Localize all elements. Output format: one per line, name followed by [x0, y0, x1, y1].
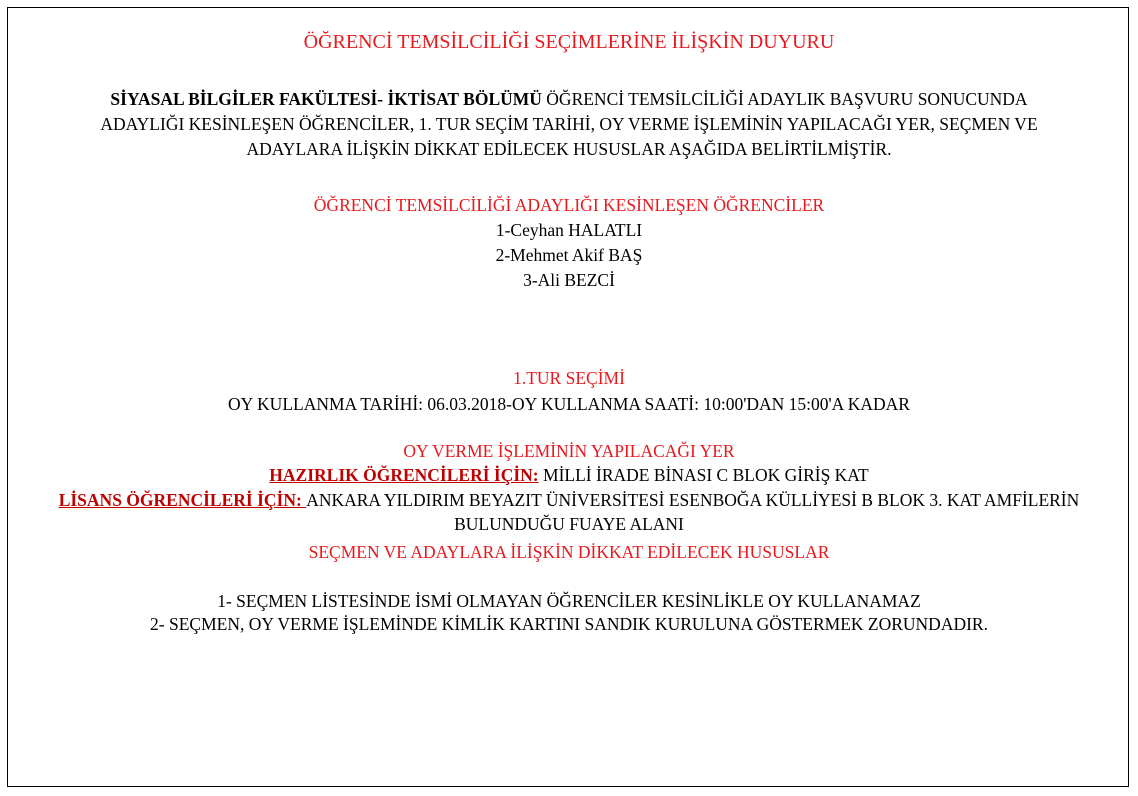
lisans-text: ANKARA YILDIRIM BEYAZIT ÜNİVERSİTESİ ESENBOĞA KÜLLİYESİ B BLOK 3. KAT AMFİLERİN: [306, 490, 1080, 510]
candidate-item: 1-Ceyhan HALATLI: [495, 220, 643, 240]
rules-heading: SEÇMEN VE ADAYLARA İLİŞKİN DİKKAT EDİLECEK HUSUSLAR: [308, 542, 830, 562]
lisans-label: LİSANS ÖĞRENCİLERİ İÇİN:: [58, 490, 307, 510]
page-title: ÖĞRENCİ TEMSİLCİLİĞİ SEÇİMLERİNE İLİŞKİN DUYURU: [303, 31, 835, 53]
prep-location: [14, 463, 1124, 487]
rule-item: 2- SEÇMEN, OY VERME İŞLEMİNDE KİMLİK KARTINI SANDIK KURULUNA GÖSTERMEK ZORUNDADIR.: [150, 614, 988, 634]
rule-item: 1- SEÇMEN LİSTESİNDE İSMİ OLMAYAN ÖĞRENCİLER KESİNLİKLE OY KULLANAMAZ: [217, 591, 921, 611]
lisans-location-cont: BULUNDUĞU FUAYE ALANI: [454, 514, 684, 534]
intro-line-1-text: ÖĞRENCİ TEMSİLCİLİĞİ ADAYLIK BAŞVURU SONUCUNDA: [541, 89, 1028, 109]
lisans-location: [14, 488, 1124, 512]
candidate-item: 2-Mehmet Akif BAŞ: [495, 245, 643, 265]
round-schedule: OY KULLANMA TARİHİ: 06.03.2018-OY KULLANMA SAATİ: 10:00'DAN 15:00'A KADAR: [228, 394, 910, 414]
candidate-item: 3-Ali BEZCİ: [523, 270, 615, 290]
intro-line-1: [14, 87, 1124, 111]
location-heading: OY VERME İŞLEMİNİN YAPILACAĞI YER: [403, 441, 735, 461]
faculty-name: SİYASAL BİLGİLER FAKÜLTESİ- İKTİSAT BÖLÜMÜ: [110, 89, 542, 109]
prep-label: HAZIRLIK ÖĞRENCİLERİ İÇİN:: [269, 465, 539, 485]
intro-line-2: ADAYLIĞI KESİNLEŞEN ÖĞRENCİLER, 1. TUR SEÇİM TARİHİ, OY VERME İŞLEMİNİN YAPILACAĞI YER, SEÇMEN VE: [100, 114, 1038, 134]
candidates-heading: ÖĞRENCİ TEMSİLCİLİĞİ ADAYLIĞI KESİNLEŞEN ÖĞRENCİLER: [313, 195, 825, 215]
prep-text: MİLLİ İRADE BİNASI C BLOK GİRİŞ KAT: [538, 465, 869, 485]
round-heading: 1.TUR SEÇİMİ: [513, 368, 625, 388]
intro-line-3: ADAYLARA İLİŞKİN DİKKAT EDİLECEK HUSUSLAR AŞAĞIDA BELİRTİLMİŞTİR.: [246, 139, 892, 159]
